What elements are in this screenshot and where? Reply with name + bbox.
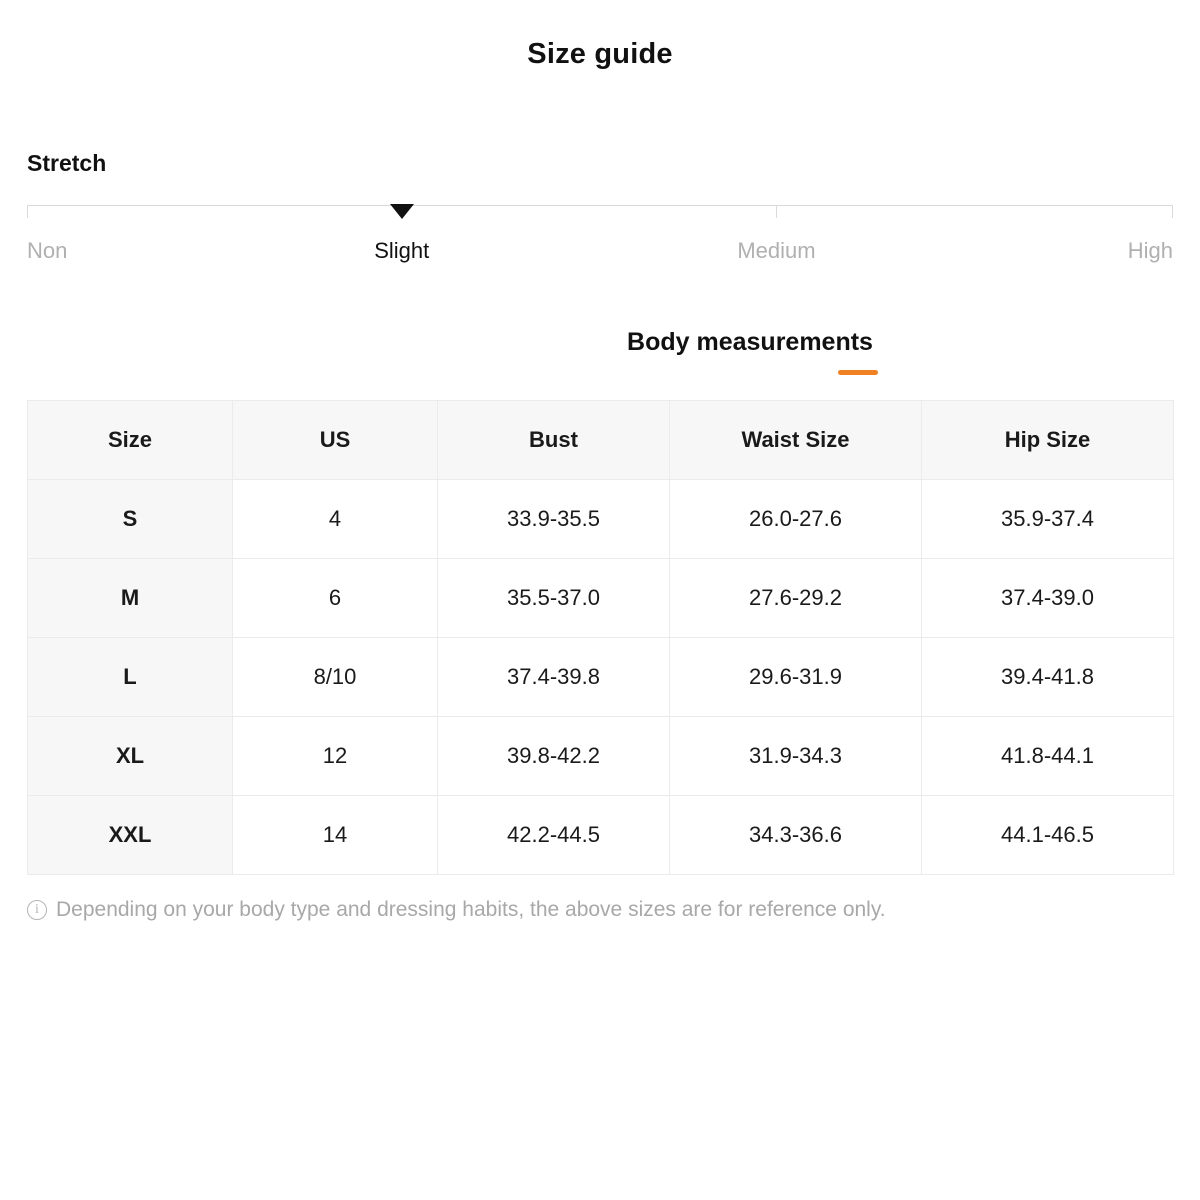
table-row[interactable]	[28, 717, 1174, 796]
cell-waist: 26.0-27.6	[670, 480, 922, 559]
stretch-tick-medium	[776, 205, 777, 218]
cell-waist: 29.6-31.9	[670, 638, 922, 717]
cell-bust: 39.8-42.2	[438, 717, 670, 796]
cell-bust: 42.2-44.5	[438, 796, 670, 875]
cell-hip: 39.4-41.8	[922, 638, 1174, 717]
cell-us: 14	[233, 796, 438, 875]
cell-hip: 37.4-39.0	[922, 559, 1174, 638]
cell-hip: 35.9-37.4	[922, 480, 1174, 559]
table-row[interactable]	[28, 796, 1174, 875]
page-title: Size guide	[527, 38, 673, 70]
stretch-level-medium[interactable]: Medium	[737, 238, 816, 263]
stretch-tick-non	[27, 205, 28, 218]
stretch-level-non[interactable]: Non	[27, 238, 68, 263]
cell-waist: 31.9-34.3	[670, 717, 922, 796]
cell-hip: 41.8-44.1	[922, 717, 1174, 796]
stretch-scale[interactable]	[27, 205, 1173, 219]
cell-size: XXL	[28, 796, 233, 875]
stretch-section-label: Stretch	[27, 150, 107, 176]
table-row[interactable]	[28, 480, 1174, 559]
size-table	[27, 400, 1174, 875]
cell-us: 12	[233, 717, 438, 796]
info-icon: i	[27, 900, 47, 920]
cell-hip: 44.1-46.5	[922, 796, 1174, 875]
column-header-size: Size	[28, 401, 233, 480]
cell-bust: 37.4-39.8	[438, 638, 670, 717]
body-measurements-underline	[838, 370, 878, 375]
table-header-row	[28, 401, 1174, 480]
cell-size: XL	[28, 717, 233, 796]
stretch-level-high[interactable]: High	[1127, 238, 1173, 263]
cell-waist: 34.3-36.6	[670, 796, 922, 875]
footnote	[27, 898, 1173, 922]
column-header-hip: Hip Size	[922, 401, 1174, 480]
table-row[interactable]	[28, 638, 1174, 717]
cell-waist: 27.6-29.2	[670, 559, 922, 638]
body-measurements-heading-wrap	[0, 328, 1200, 357]
column-header-bust: Bust	[438, 401, 670, 480]
cell-bust: 33.9-35.5	[438, 480, 670, 559]
stretch-marker-icon	[390, 204, 414, 219]
cell-us: 6	[233, 559, 438, 638]
stretch-level-labels	[27, 238, 1173, 274]
stretch-level-slight[interactable]: Slight	[374, 238, 430, 263]
column-header-waist: Waist Size	[670, 401, 922, 480]
cell-bust: 35.5-37.0	[438, 559, 670, 638]
column-header-us: US	[233, 401, 438, 480]
footnote-text: Depending on your body type and dressing habits, the above sizes are for reference only.	[56, 898, 886, 921]
table-row[interactable]	[28, 559, 1174, 638]
body-measurements-title: Body measurements	[627, 328, 873, 356]
cell-us: 4	[233, 480, 438, 559]
cell-size: L	[28, 638, 233, 717]
cell-us: 8/10	[233, 638, 438, 717]
cell-size: S	[28, 480, 233, 559]
stretch-scale-line	[27, 205, 1173, 206]
stretch-tick-high	[1172, 205, 1173, 218]
cell-size: M	[28, 559, 233, 638]
